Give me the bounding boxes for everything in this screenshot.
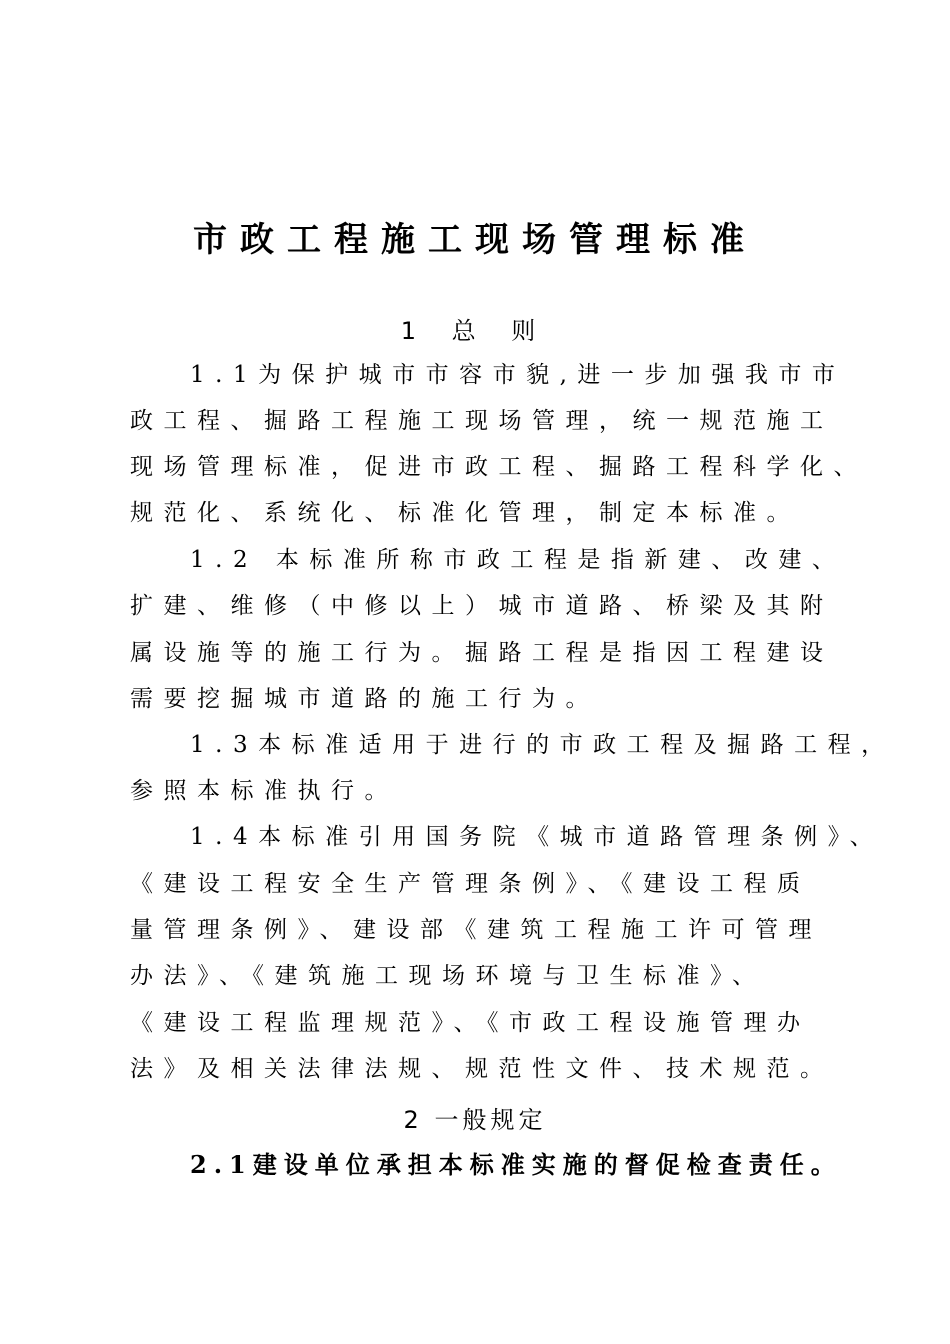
paragraph-line: 1.4本标准引用国务院《城市道路管理条例》、: [190, 824, 884, 850]
paragraph-line: 扩建、维修（中修以上）城市道路、桥梁及其附: [130, 593, 834, 619]
paragraph-line: 参照本标准执行。: [130, 778, 398, 804]
paragraph-line: 现场管理标准，促进市政工程、掘路工程科学化、: [130, 454, 867, 480]
paragraph-line: 《建设工程监理规范》、《市政工程设施管理办: [130, 1010, 811, 1036]
paragraph-line: 需要挖掘城市道路的施工行为。: [130, 686, 599, 712]
paragraph-line: 2.1建设单位承担本标准实施的督促检查责任。: [190, 1150, 842, 1179]
paragraph-line: 法》及相关法律法规、规范性文件、技术规范。: [130, 1056, 834, 1082]
paragraph-line: 属设施等的施工行为。掘路工程是指因工程建设: [130, 640, 834, 666]
paragraph-line: 1.1为保护城市市容市貌,进一步加强我市市: [190, 362, 846, 388]
paragraph-line: 量管理条例》、建设部《建筑工程施工许可管理: [130, 917, 822, 943]
section-heading-general-rules: 2 一般规定: [403, 1106, 547, 1134]
paragraph-line: 1.3本标准适用于进行的市政工程及掘路工程，: [190, 732, 895, 758]
paragraph-line: 《建设工程安全生产管理条例》、《建设工程质: [130, 871, 811, 897]
paragraph-line: 办法》、《建筑施工现场环境与卫生标准》、: [130, 963, 766, 989]
paragraph-line: 1.2 本标准所称市政工程是指新建、改建、: [190, 547, 846, 573]
document-title: 市政工程施工现场管理标准: [193, 220, 757, 260]
paragraph-line: 政工程、掘路工程施工现场管理，统一规范施工: [130, 408, 834, 434]
section-heading-general: 1 总 则: [400, 317, 550, 345]
paragraph-line: 规范化、系统化、标准化管理，制定本标准。: [130, 500, 800, 526]
